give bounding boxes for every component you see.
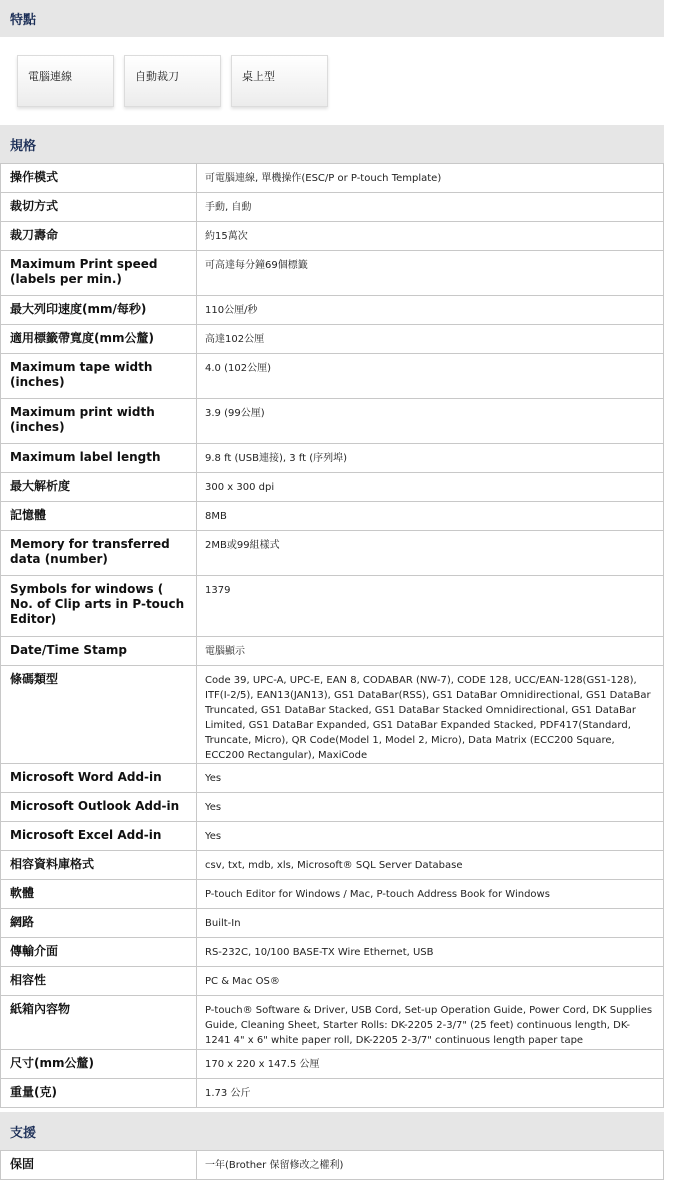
spec-label: Date/Time Stamp <box>1 637 197 666</box>
spec-value: P-touch Editor for Windows / Mac, P-touch Address Book for Windows <box>197 880 664 909</box>
feature-chip-auto-cutter <box>124 55 221 107</box>
table-row <box>1 666 664 764</box>
feature-chip-desktop <box>231 55 328 107</box>
features-header <box>0 0 664 37</box>
table-row <box>1 502 664 531</box>
table-row <box>1 1050 664 1079</box>
spec-label: 最大列印速度(mm/每秒) <box>1 296 197 325</box>
spec-value: csv, txt, mdb, xls, Microsoft® SQL Server Database <box>197 851 664 880</box>
spec-value: 3.9 (99公厘) <box>197 399 664 444</box>
spec-value: 電腦顯示 <box>197 637 664 666</box>
spec-label: Maximum tape width (inches) <box>1 354 197 399</box>
spec-value: 110公厘/秒 <box>197 296 664 325</box>
table-row <box>1 399 664 444</box>
spec-value: 300 x 300 dpi <box>197 473 664 502</box>
table-row <box>1 325 664 354</box>
table-row <box>1 909 664 938</box>
feature-chip-label: 電腦連線 <box>28 70 72 83</box>
support-label: 保固 <box>1 1151 197 1180</box>
spec-label: 相容資料庫格式 <box>1 851 197 880</box>
spec-label: 紙箱內容物 <box>1 996 197 1050</box>
table-row <box>1 938 664 967</box>
table-row <box>1 222 664 251</box>
support-table <box>0 1150 664 1180</box>
spec-label: Maximum print width (inches) <box>1 399 197 444</box>
table-row <box>1 880 664 909</box>
specs-header <box>0 125 664 163</box>
spec-value: Yes <box>197 764 664 793</box>
spec-label: 相容性 <box>1 967 197 996</box>
spec-label: 軟體 <box>1 880 197 909</box>
spec-label: 操作模式 <box>1 164 197 193</box>
table-row <box>1 1079 664 1108</box>
spec-label: 尺寸(mm公釐) <box>1 1050 197 1079</box>
spec-value: Code 39, UPC-A, UPC-E, EAN 8, CODABAR (NW-7), CODE 128, UCC/EAN-128(GS1-128), ITF(I-2/5), EAN13(JAN13), GS1 DataBar(RSS), GS1 DataBar Omnidirectional, GS1 DataBar Truncated, GS1 DataBar Stacked, GS1 DataBar Stacked Omnidirectional, GS1 DataBar Limited, GS1 DataBar Expanded, GS1 DataBar Expanded Stacked, PDF417(Standard, Truncate, Micro), QR Code(Model 1, Model 2, Micro), Data Matrix (ECC200 Square, ECC200 Rectangular), MaxiCode <box>197 666 664 764</box>
table-row <box>1 967 664 996</box>
spec-value: Yes <box>197 793 664 822</box>
support-header <box>0 1112 664 1150</box>
spec-value: 2MB或99組樣式 <box>197 531 664 576</box>
spec-label: Microsoft Excel Add-in <box>1 822 197 851</box>
support-value: 一年(Brother 保留修改之權利) <box>197 1151 664 1180</box>
spec-label: Maximum label length <box>1 444 197 473</box>
table-row <box>1 164 664 193</box>
table-row <box>1 637 664 666</box>
spec-label: Memory for transferred data (number) <box>1 531 197 576</box>
spec-value: 可高達每分鐘69個標籤 <box>197 251 664 296</box>
table-row <box>1 531 664 576</box>
spec-label: 適用標籤帶寬度(mm公釐) <box>1 325 197 354</box>
spec-label: 重量(克) <box>1 1079 197 1108</box>
spec-label: 最大解析度 <box>1 473 197 502</box>
table-row <box>1 444 664 473</box>
feature-chip-label: 桌上型 <box>242 70 275 83</box>
table-row <box>1 851 664 880</box>
spec-value: 1.73 公斤 <box>197 1079 664 1108</box>
spec-label: Symbols for windows ( No. of Clip arts in P-touch Editor) <box>1 576 197 637</box>
specs-title: 規格 <box>10 138 37 154</box>
spec-label: 裁刀壽命 <box>1 222 197 251</box>
spec-value: 可電腦連線, 單機操作(ESC/P or P-touch Template) <box>197 164 664 193</box>
spec-value: 手動, 自動 <box>197 193 664 222</box>
spec-value: 4.0 (102公厘) <box>197 354 664 399</box>
spec-value: P-touch® Software & Driver, USB Cord, Set-up Operation Guide, Power Cord, DK Supplies Guide, Cleaning Sheet, Starter Rolls: DK-2205 2-3/7" (25 feet) continuous length, DK-1241 4" x 6" white paper roll, DK-2205 2-3/7" continuous length paper tape <box>197 996 664 1050</box>
spec-label: 網路 <box>1 909 197 938</box>
spec-label: 記憶體 <box>1 502 197 531</box>
spec-value: 8MB <box>197 502 664 531</box>
table-row <box>1 251 664 296</box>
spec-label: Microsoft Outlook Add-in <box>1 793 197 822</box>
feature-chip-pc-connect <box>17 55 114 107</box>
features-list <box>0 37 664 125</box>
feature-chip-label: 自動裁刀 <box>135 70 179 83</box>
table-row <box>1 793 664 822</box>
table-row <box>1 473 664 502</box>
support-title: 支援 <box>10 1125 37 1141</box>
table-row <box>1 1151 664 1180</box>
features-title: 特點 <box>10 13 37 28</box>
spec-label: Maximum Print speed (labels per min.) <box>1 251 197 296</box>
spec-label: 傳輸介面 <box>1 938 197 967</box>
table-row <box>1 354 664 399</box>
table-row <box>1 996 664 1050</box>
table-row <box>1 296 664 325</box>
spec-value: Yes <box>197 822 664 851</box>
spec-value: 約15萬次 <box>197 222 664 251</box>
table-row <box>1 822 664 851</box>
spec-value: PC & Mac OS® <box>197 967 664 996</box>
spec-value: 9.8 ft (USB連接), 3 ft (序列埠) <box>197 444 664 473</box>
spec-value: RS-232C, 10/100 BASE-TX Wire Ethernet, USB <box>197 938 664 967</box>
spec-value: 1379 <box>197 576 664 637</box>
table-row <box>1 764 664 793</box>
spec-label: 條碼類型 <box>1 666 197 764</box>
spec-table <box>0 163 664 1108</box>
spec-value: 170 x 220 x 147.5 公厘 <box>197 1050 664 1079</box>
table-row <box>1 193 664 222</box>
spec-label: 裁切方式 <box>1 193 197 222</box>
spec-label: Microsoft Word Add-in <box>1 764 197 793</box>
table-row <box>1 576 664 637</box>
spec-value: Built-In <box>197 909 664 938</box>
spec-value: 高達102公厘 <box>197 325 664 354</box>
